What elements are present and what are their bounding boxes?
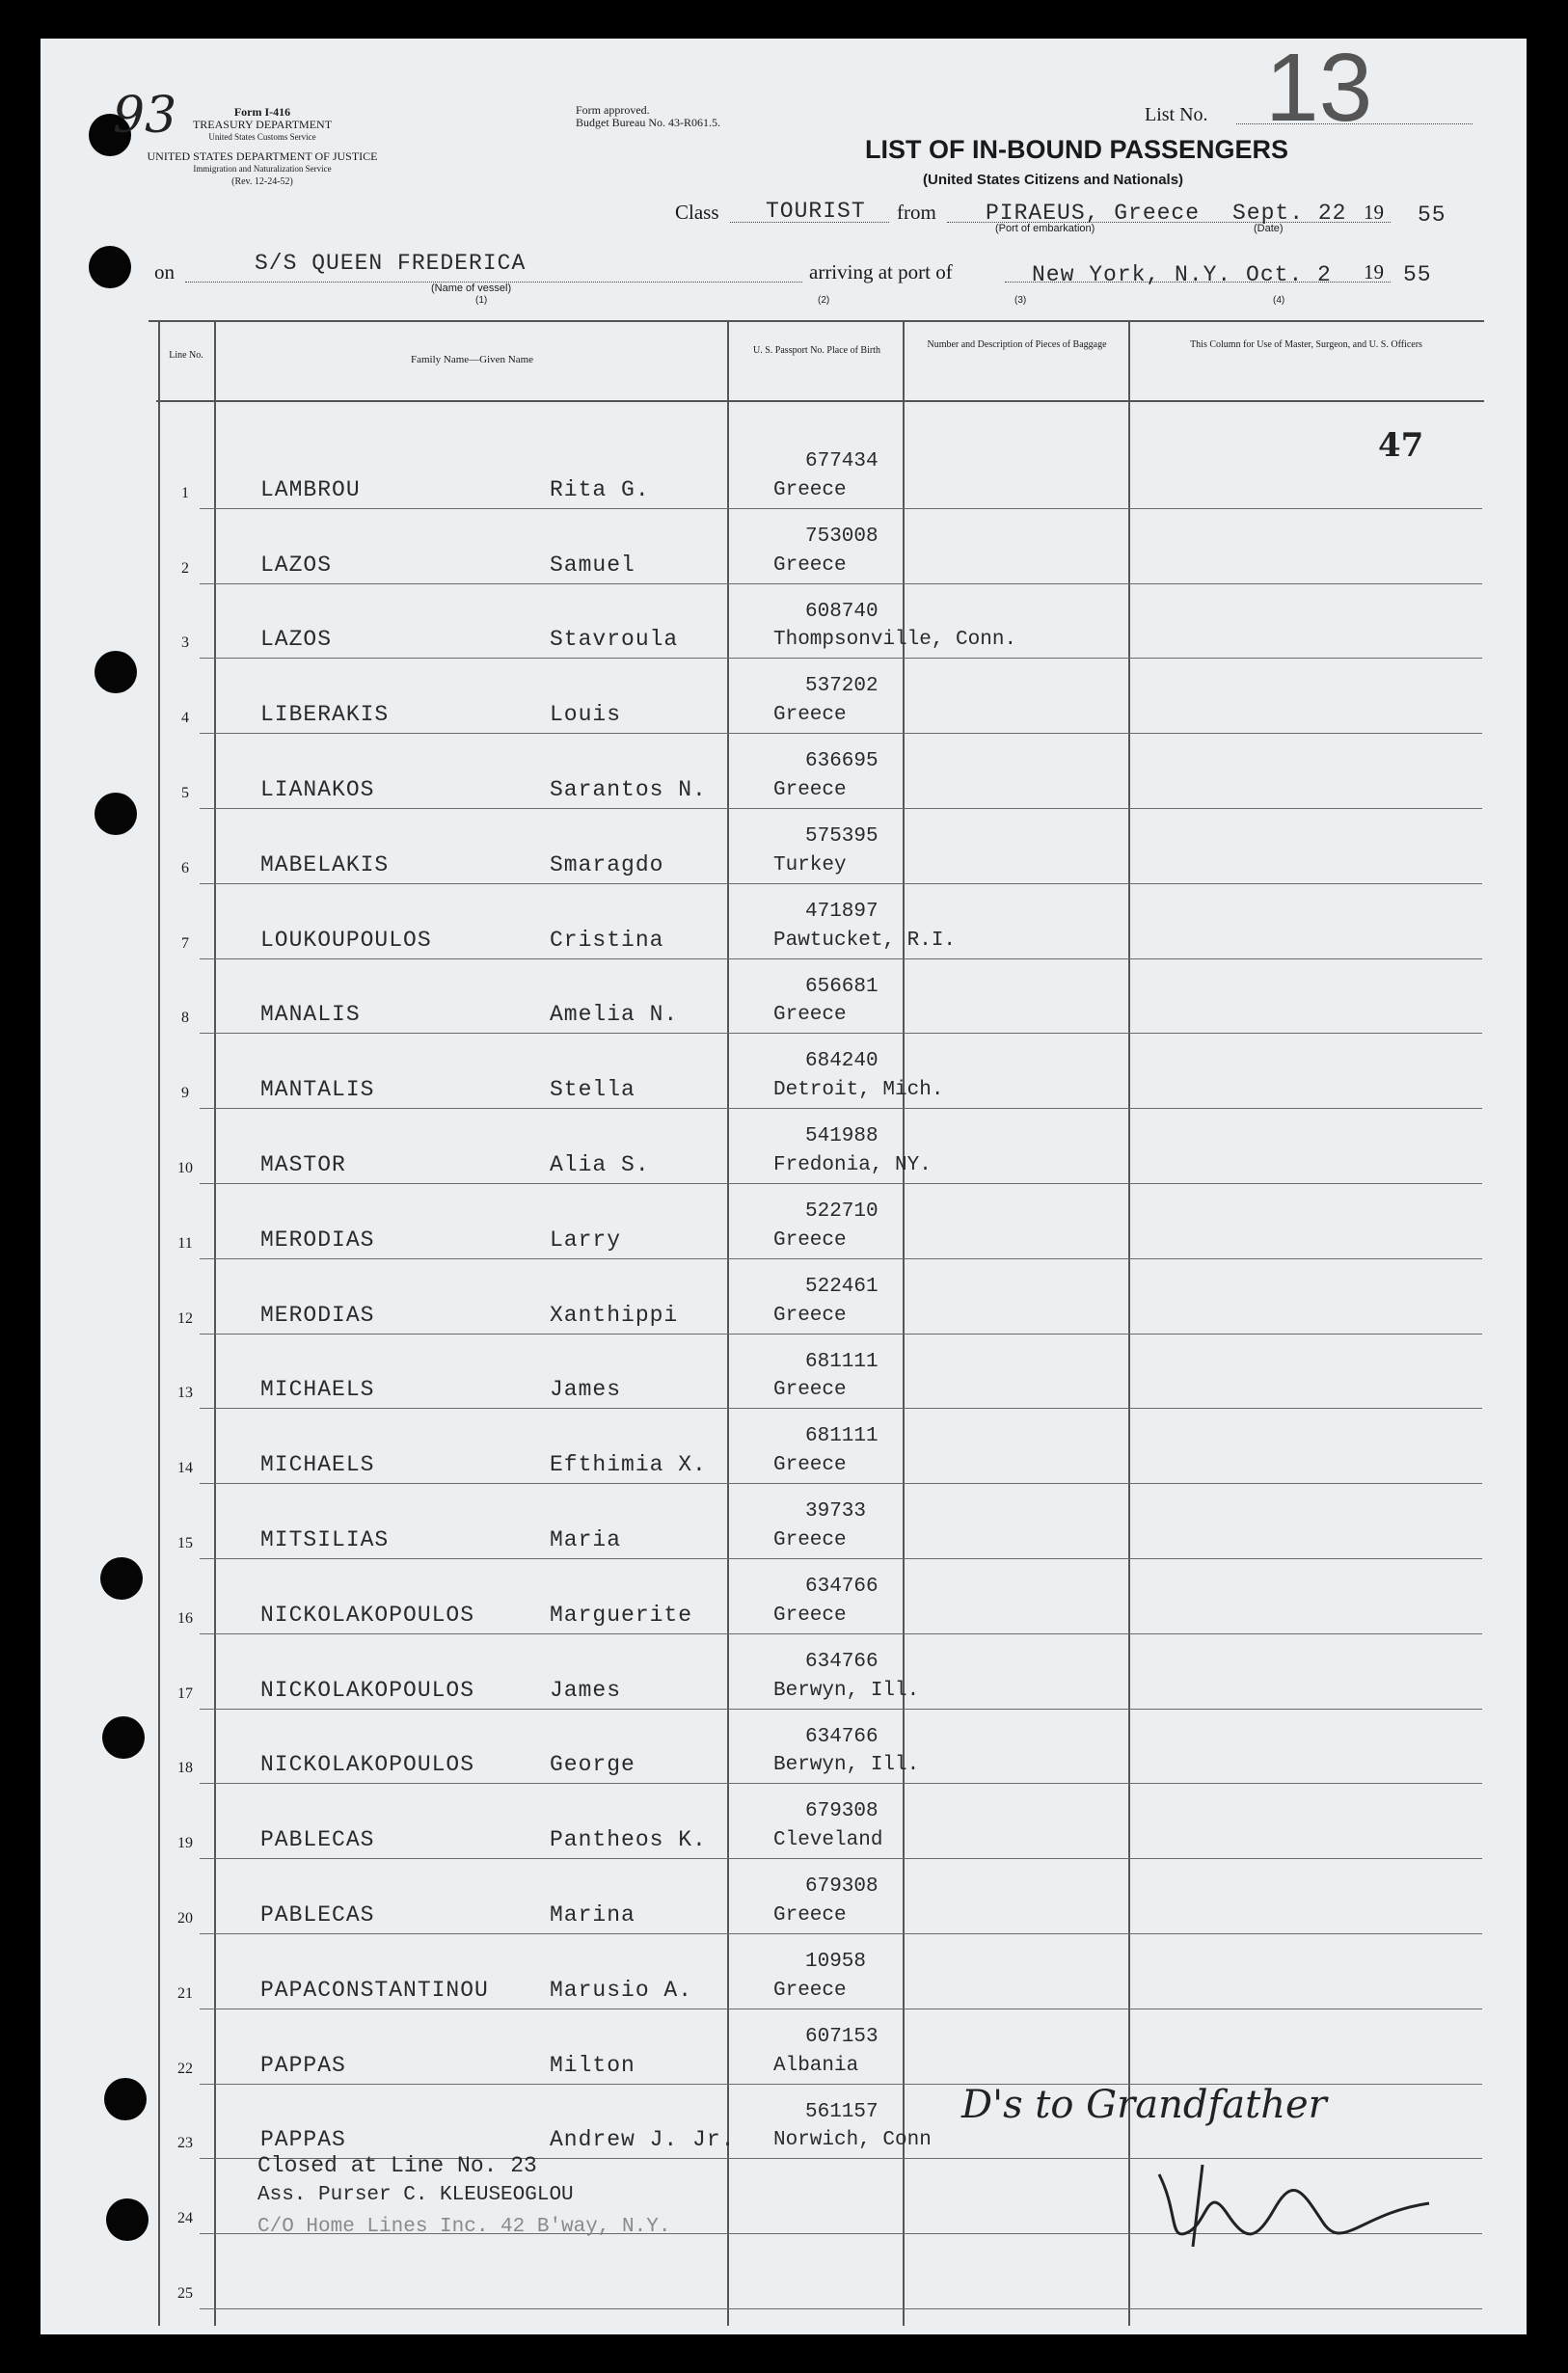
line-number: 14 [177, 1460, 193, 1477]
passport-number: 679308 [805, 1875, 879, 1899]
given-name: Cristina [550, 927, 664, 953]
immigration-service: Immigration and Naturalization Service [193, 164, 332, 174]
given-name: Smaragdo [550, 851, 664, 877]
place-of-birth: Greece [773, 1304, 847, 1327]
line-number: 19 [177, 1835, 193, 1852]
passport-number: 681111 [805, 1425, 879, 1448]
col-head-passport: U. S. Passport No. Place of Birth [753, 345, 880, 356]
closing-line-2: Ass. Purser C. KLEUSEOGLOU [257, 2184, 574, 2206]
family-name: NICKOLAKOPOULOS [260, 1677, 475, 1703]
family-name: MABELAKIS [260, 851, 390, 877]
arrive-year-suffix: 55 [1403, 262, 1432, 287]
margin-note: 93 [113, 87, 177, 145]
place-of-birth: Pawtucket, R.I. [773, 929, 957, 952]
line-number: 13 [177, 1385, 193, 1402]
given-name: Marguerite [550, 1602, 693, 1628]
vessel-name: S/S QUEEN FREDERICA [255, 251, 527, 276]
given-name: Rita G. [550, 476, 650, 502]
row-rule [200, 2308, 1482, 2309]
family-name: PABLECAS [260, 1902, 375, 1928]
given-name: Stavroula [550, 627, 679, 653]
family-name: LAZOS [260, 552, 333, 578]
given-name: James [550, 1677, 622, 1703]
signature-mark [1149, 2155, 1439, 2261]
customs-service: United States Customs Service [208, 132, 316, 142]
list-number-stamp: 13 [1265, 34, 1373, 142]
line-number: 7 [181, 934, 189, 952]
passport-number: 39733 [805, 1500, 867, 1524]
col-index-1: (1) [475, 295, 488, 306]
family-name: PAPPAS [260, 2127, 346, 2153]
line-number: 23 [177, 2135, 193, 2152]
from-date: Sept. 22 [1232, 201, 1347, 226]
place-of-birth: Greece [773, 1604, 847, 1627]
place-of-birth: Greece [773, 1228, 847, 1252]
line-number: 15 [177, 1535, 193, 1551]
closing-line-3: C/O Home Lines Inc. 42 B'way, N.Y. [257, 2216, 671, 2238]
family-name: LAMBROU [260, 476, 361, 502]
place-of-birth: Greece [773, 553, 847, 577]
place-of-birth: Greece [773, 1004, 847, 1027]
passport-number: 471897 [805, 900, 879, 923]
place-of-birth: Albania [773, 2054, 859, 2077]
passport-number: 10958 [805, 1951, 867, 1973]
place-of-birth: Greece [773, 1454, 847, 1477]
place-of-birth: Greece [773, 1979, 847, 2002]
row-rule [200, 1633, 1482, 1634]
line-number: 21 [177, 1984, 193, 2002]
class-label: Class [675, 201, 719, 224]
line-number: 18 [177, 1760, 193, 1777]
given-name: Efthimia X. [550, 1452, 707, 1478]
passport-number: 636695 [805, 750, 879, 773]
given-name: Milton [550, 2052, 635, 2078]
line-number: 22 [177, 2060, 193, 2077]
passport-number: 561157 [805, 2100, 879, 2123]
passport-number: 522710 [805, 1200, 879, 1223]
form-number: Form I-416 [233, 105, 291, 119]
treasury-dept: TREASURY DEPARTMENT [192, 118, 333, 131]
punch-hole [89, 246, 131, 288]
punch-hole [95, 793, 137, 835]
arriving-value: New York, N.Y. Oct. 2 [1032, 262, 1332, 287]
row-rule [200, 1558, 1482, 1559]
passport-number: 537202 [805, 675, 879, 698]
given-name: George [550, 1752, 635, 1778]
place-of-birth: Fredonia, NY. [773, 1154, 932, 1176]
line-number: 24 [177, 2210, 193, 2227]
place-of-birth: Turkey [773, 853, 847, 876]
col-divider-passport [727, 320, 729, 2326]
form-agency-block [147, 106, 378, 188]
place-of-birth: Greece [773, 1379, 847, 1402]
family-name: MICHAELS [260, 1377, 375, 1403]
given-name: James [550, 1377, 622, 1403]
row-rule [200, 1183, 1482, 1184]
row-rule [200, 1933, 1482, 1934]
passport-number: 634766 [805, 1650, 879, 1673]
family-name: MANTALIS [260, 1077, 375, 1103]
family-name: LIANAKOS [260, 777, 375, 802]
row-rule [200, 958, 1482, 959]
punch-hole [102, 1716, 145, 1759]
family-name: NICKOLAKOPOULOS [260, 1602, 475, 1628]
given-name: Marina [550, 1902, 635, 1928]
table-top-border [149, 320, 1484, 322]
family-name: MITSILIAS [260, 1527, 390, 1552]
given-name: Amelia N. [550, 1002, 679, 1028]
on-label: on [154, 260, 175, 283]
col-index-4: (4) [1273, 295, 1285, 306]
col-divider-name [214, 320, 216, 2326]
page-subtitle: (United States Citizens and Nationals) [923, 172, 1184, 188]
passport-number: 753008 [805, 525, 879, 548]
place-of-birth: Thompsonville, Conn. [773, 629, 1017, 652]
place-of-birth: Norwich, Conn [773, 2129, 932, 2152]
place-of-birth: Greece [773, 478, 847, 501]
given-name: Samuel [550, 552, 635, 578]
passport-number: 684240 [805, 1050, 879, 1073]
form-approved: Form approved. [576, 103, 650, 117]
family-name: MASTOR [260, 1152, 346, 1177]
line-number: 4 [181, 710, 189, 727]
passport-number: 608740 [805, 600, 879, 623]
row-rule [200, 1258, 1482, 1259]
passport-number: 522461 [805, 1275, 879, 1298]
passport-number: 681111 [805, 1350, 879, 1373]
passport-number: 575395 [805, 825, 879, 848]
family-name: PABLECAS [260, 1827, 375, 1853]
place-of-birth: Cleveland [773, 1829, 883, 1852]
row-rule [200, 508, 1482, 509]
place-of-birth: Greece [773, 1529, 847, 1551]
from-value: PIRAEUS, Greece [986, 201, 1201, 226]
given-name: Sarantos N. [550, 777, 707, 802]
page-title: LIST OF IN-BOUND PASSENGERS [865, 135, 1289, 164]
row-rule [200, 658, 1482, 659]
form-sheet [41, 34, 1527, 2334]
passport-number: 677434 [805, 450, 879, 472]
arriving-label: arriving at port of [809, 260, 953, 283]
line-number: 11 [177, 1234, 193, 1252]
place-of-birth: Detroit, Mich. [773, 1079, 944, 1102]
passport-number: 634766 [805, 1576, 879, 1598]
form-revision: (Rev. 12-24-52) [231, 176, 293, 187]
row-rule [200, 733, 1482, 734]
family-name: LOUKOUPOULOS [260, 927, 432, 953]
passport-number: 541988 [805, 1125, 879, 1148]
handwritten-note: D's to Grandfather [961, 2083, 1327, 2127]
line-number: 16 [177, 1609, 193, 1627]
given-name: Xanthippi [550, 1302, 679, 1328]
row-rule [200, 883, 1482, 884]
line-number: 9 [181, 1085, 189, 1102]
family-name: MERODIAS [260, 1302, 375, 1328]
row-rule [200, 1408, 1482, 1409]
line-number: 1 [181, 484, 189, 501]
line-number: 5 [181, 785, 189, 801]
list-no-label: List No. [1145, 104, 1208, 125]
budget-bureau: Budget Bureau No. 43-R061.5. [576, 116, 720, 129]
col-index-2: (2) [818, 295, 830, 306]
col-divider-officers [1128, 320, 1130, 2326]
from-label: from [897, 201, 936, 224]
vessel-note: (Name of vessel) [431, 283, 512, 294]
col-head-line: Line No. [169, 350, 203, 361]
row-rule [200, 1783, 1482, 1784]
place-of-birth: Greece [773, 704, 847, 727]
passport-number: 607153 [805, 2025, 879, 2048]
line-number: 8 [181, 1010, 189, 1027]
given-name: Louis [550, 702, 622, 728]
header-bottom-border [156, 400, 1484, 402]
given-name: Larry [550, 1227, 622, 1253]
given-name: Andrew J. Jr. [550, 2127, 736, 2153]
justice-dept: UNITED STATES DEPARTMENT OF JUSTICE [147, 149, 378, 163]
place-of-birth: Greece [773, 779, 847, 801]
col-divider-baggage [903, 320, 905, 2326]
given-name: Alia S. [550, 1152, 650, 1177]
family-name: NICKOLAKOPOULOS [260, 1752, 475, 1778]
form-approval [576, 104, 720, 129]
line-number: 17 [177, 1685, 193, 1702]
col-head-officers: This Column for Use of Master, Surgeon, and U. S. Officers [1190, 339, 1422, 350]
given-name: Maria [550, 1527, 622, 1552]
line-number: 2 [181, 559, 189, 577]
col-index-3: (3) [1014, 295, 1027, 306]
family-name: MANALIS [260, 1002, 361, 1028]
line-number: 25 [177, 2285, 193, 2302]
row-rule [200, 1334, 1482, 1335]
line-number: 10 [177, 1160, 193, 1176]
family-name: PAPPAS [260, 2052, 346, 2078]
row-rule [200, 1709, 1482, 1710]
passport-number: 679308 [805, 1800, 879, 1823]
row-rule [200, 1033, 1482, 1034]
given-name: Marusio A. [550, 1977, 693, 2003]
given-name: Pantheos K. [550, 1827, 707, 1853]
class-value: TOURIST [766, 199, 866, 224]
line-number: 3 [181, 634, 189, 652]
passport-number: 656681 [805, 975, 879, 998]
line-number: 20 [177, 1910, 193, 1927]
col-head-baggage: Number and Description of Pieces of Baggage [927, 339, 1107, 350]
family-name: LIBERAKIS [260, 702, 390, 728]
from-note: (Port of embarkation) [995, 223, 1095, 234]
closing-line-1: Closed at Line No. 23 [257, 2153, 537, 2178]
year-prefix: 19 [1364, 201, 1384, 224]
family-name: PAPACONSTANTINOU [260, 1977, 489, 2003]
place-of-birth: Berwyn, Ill. [773, 1754, 920, 1777]
punch-hole [104, 2078, 147, 2120]
punch-hole [95, 651, 137, 693]
family-name: LAZOS [260, 627, 333, 653]
row-rule [200, 1108, 1482, 1109]
place-of-birth: Berwyn, Ill. [773, 1679, 920, 1702]
table-left-border [158, 320, 160, 2326]
punch-hole [100, 1557, 143, 1600]
family-name: MICHAELS [260, 1452, 375, 1478]
line-number: 6 [181, 859, 189, 876]
place-of-birth: Greece [773, 1904, 847, 1927]
given-name: Stella [550, 1077, 635, 1103]
col-head-name: Family Name—Given Name [410, 354, 534, 365]
row-rule [200, 583, 1482, 584]
punch-hole [106, 2198, 149, 2241]
arrive-year-prefix: 19 [1364, 260, 1384, 283]
year-suffix: 55 [1418, 202, 1446, 228]
family-name: MERODIAS [260, 1227, 375, 1253]
row-rule [200, 1483, 1482, 1484]
passport-number: 634766 [805, 1725, 879, 1748]
date-note: (Date) [1254, 223, 1284, 234]
line-number: 12 [177, 1309, 193, 1327]
row-rule [200, 1858, 1482, 1859]
row-rule [200, 808, 1482, 809]
officer-note: 47 [1378, 426, 1424, 465]
